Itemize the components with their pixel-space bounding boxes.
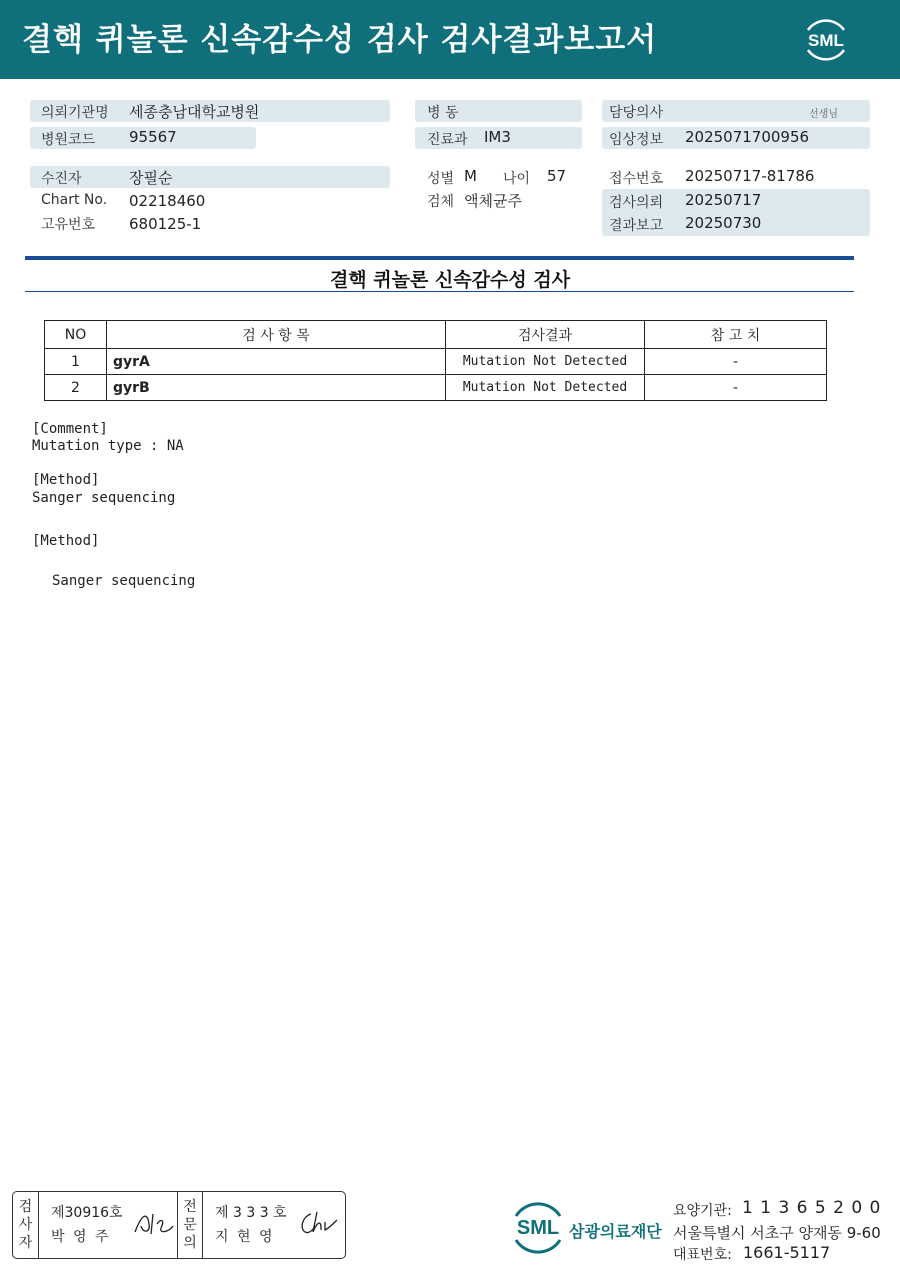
hospital-code-label: 병원코드 [41, 132, 96, 148]
row-item: gyrB [107, 375, 446, 401]
method-heading: [Method] [32, 472, 100, 488]
clinical-value: 2025071700956 [685, 128, 810, 146]
examiner-no: 제30916호 [51, 1205, 123, 1221]
row-result: Mutation Not Detected [446, 375, 645, 401]
method-heading-2: [Method] [32, 533, 100, 549]
ward-label: 병 동 [427, 105, 459, 121]
dept-label: 진료과 [427, 132, 468, 148]
header-result: 검사결과 [446, 321, 645, 349]
table-row [45, 349, 827, 375]
method-text: Sanger sequencing [32, 490, 176, 506]
patient-value: 장필순 [129, 169, 173, 187]
chart-no-value: 02218460 [129, 192, 206, 210]
results-table [44, 320, 827, 401]
care-label: 요양기관: [673, 1203, 732, 1219]
svg-text:SML: SML [516, 1217, 560, 1239]
dept-value: IM3 [484, 128, 511, 146]
specialist-signature [295, 1206, 341, 1240]
org-name: 삼광의료재단 [569, 1222, 662, 1241]
care-value: 1 1 3 6 5 2 0 0 [742, 1198, 882, 1218]
unique-no-label: 고유번호 [41, 217, 96, 233]
unique-no-value: 680125-1 [129, 215, 202, 233]
row-ref: - [645, 375, 827, 401]
specialist-no: 제 3 3 3 호 [215, 1205, 287, 1221]
phone-value: 1661-5117 [743, 1243, 831, 1262]
clinical-label: 임상정보 [609, 132, 664, 148]
svg-text:SML: SML [808, 31, 844, 50]
row-no: 1 [45, 349, 107, 375]
examiner-name: 박 영 주 [51, 1229, 111, 1245]
row-item: gyrA [107, 349, 446, 375]
table-header-row [45, 321, 827, 349]
chart-no-label: Chart No. [41, 192, 108, 208]
section-title: 결핵 퀴놀론 신속감수성 검사 [329, 269, 571, 291]
examiner-label-text: 검 사 자 [18, 1199, 33, 1251]
sex-label: 성별 [427, 171, 455, 187]
specialist-label [177, 1192, 203, 1258]
patient-row-bg [30, 166, 390, 188]
method-text-2: Sanger sequencing [52, 573, 196, 589]
report-title: 결핵 퀴놀론 신속감수성 검사 검사결과보고서 [22, 22, 658, 58]
patient-label: 수진자 [41, 171, 82, 187]
doctor-label: 담당의사 [609, 105, 664, 121]
age-label: 나이 [503, 171, 531, 187]
specimen-label: 검체 [427, 194, 455, 210]
section-rule-bottom [25, 291, 854, 292]
phone-label: 대표번호: [673, 1247, 732, 1263]
examiner-signature [131, 1206, 177, 1240]
header-ref: 참 고 치 [645, 321, 827, 349]
header-item: 검 사 항 목 [107, 321, 446, 349]
request-value: 20250717 [685, 191, 762, 209]
sex-value: M [464, 167, 477, 185]
org-address: 서울특별시 서초구 양재동 9-60 [673, 1224, 881, 1242]
hospital-code-value: 95567 [129, 128, 177, 146]
institution-label: 의뢰기관명 [41, 105, 109, 121]
age-value: 57 [547, 167, 567, 185]
sml-logo [800, 14, 852, 66]
comment-heading: [Comment] [32, 421, 108, 437]
specialist-label-text: 전 문 의 [183, 1199, 197, 1251]
table-row [45, 375, 827, 401]
row-no: 2 [45, 375, 107, 401]
examiner-label [13, 1192, 39, 1258]
report-label: 결과보고 [609, 218, 664, 234]
institution-value: 세종충남대학교병원 [129, 103, 260, 121]
doctor-suffix: 선생님 [809, 109, 838, 120]
row-ref: - [645, 349, 827, 375]
header-no: NO [45, 321, 107, 349]
row-result: Mutation Not Detected [446, 349, 645, 375]
report-value: 20250730 [685, 214, 762, 232]
specimen-value: 액체균주 [464, 192, 522, 210]
signature-box [12, 1191, 346, 1259]
receipt-label: 접수번호 [609, 171, 664, 187]
comment-text: Mutation type : NA [32, 438, 184, 454]
request-label: 검사의뢰 [609, 195, 664, 211]
section-rule-top [25, 256, 854, 260]
receipt-value: 20250717-81786 [685, 167, 815, 185]
org-logo [508, 1198, 568, 1258]
specialist-name: 지 현 영 [215, 1229, 275, 1245]
